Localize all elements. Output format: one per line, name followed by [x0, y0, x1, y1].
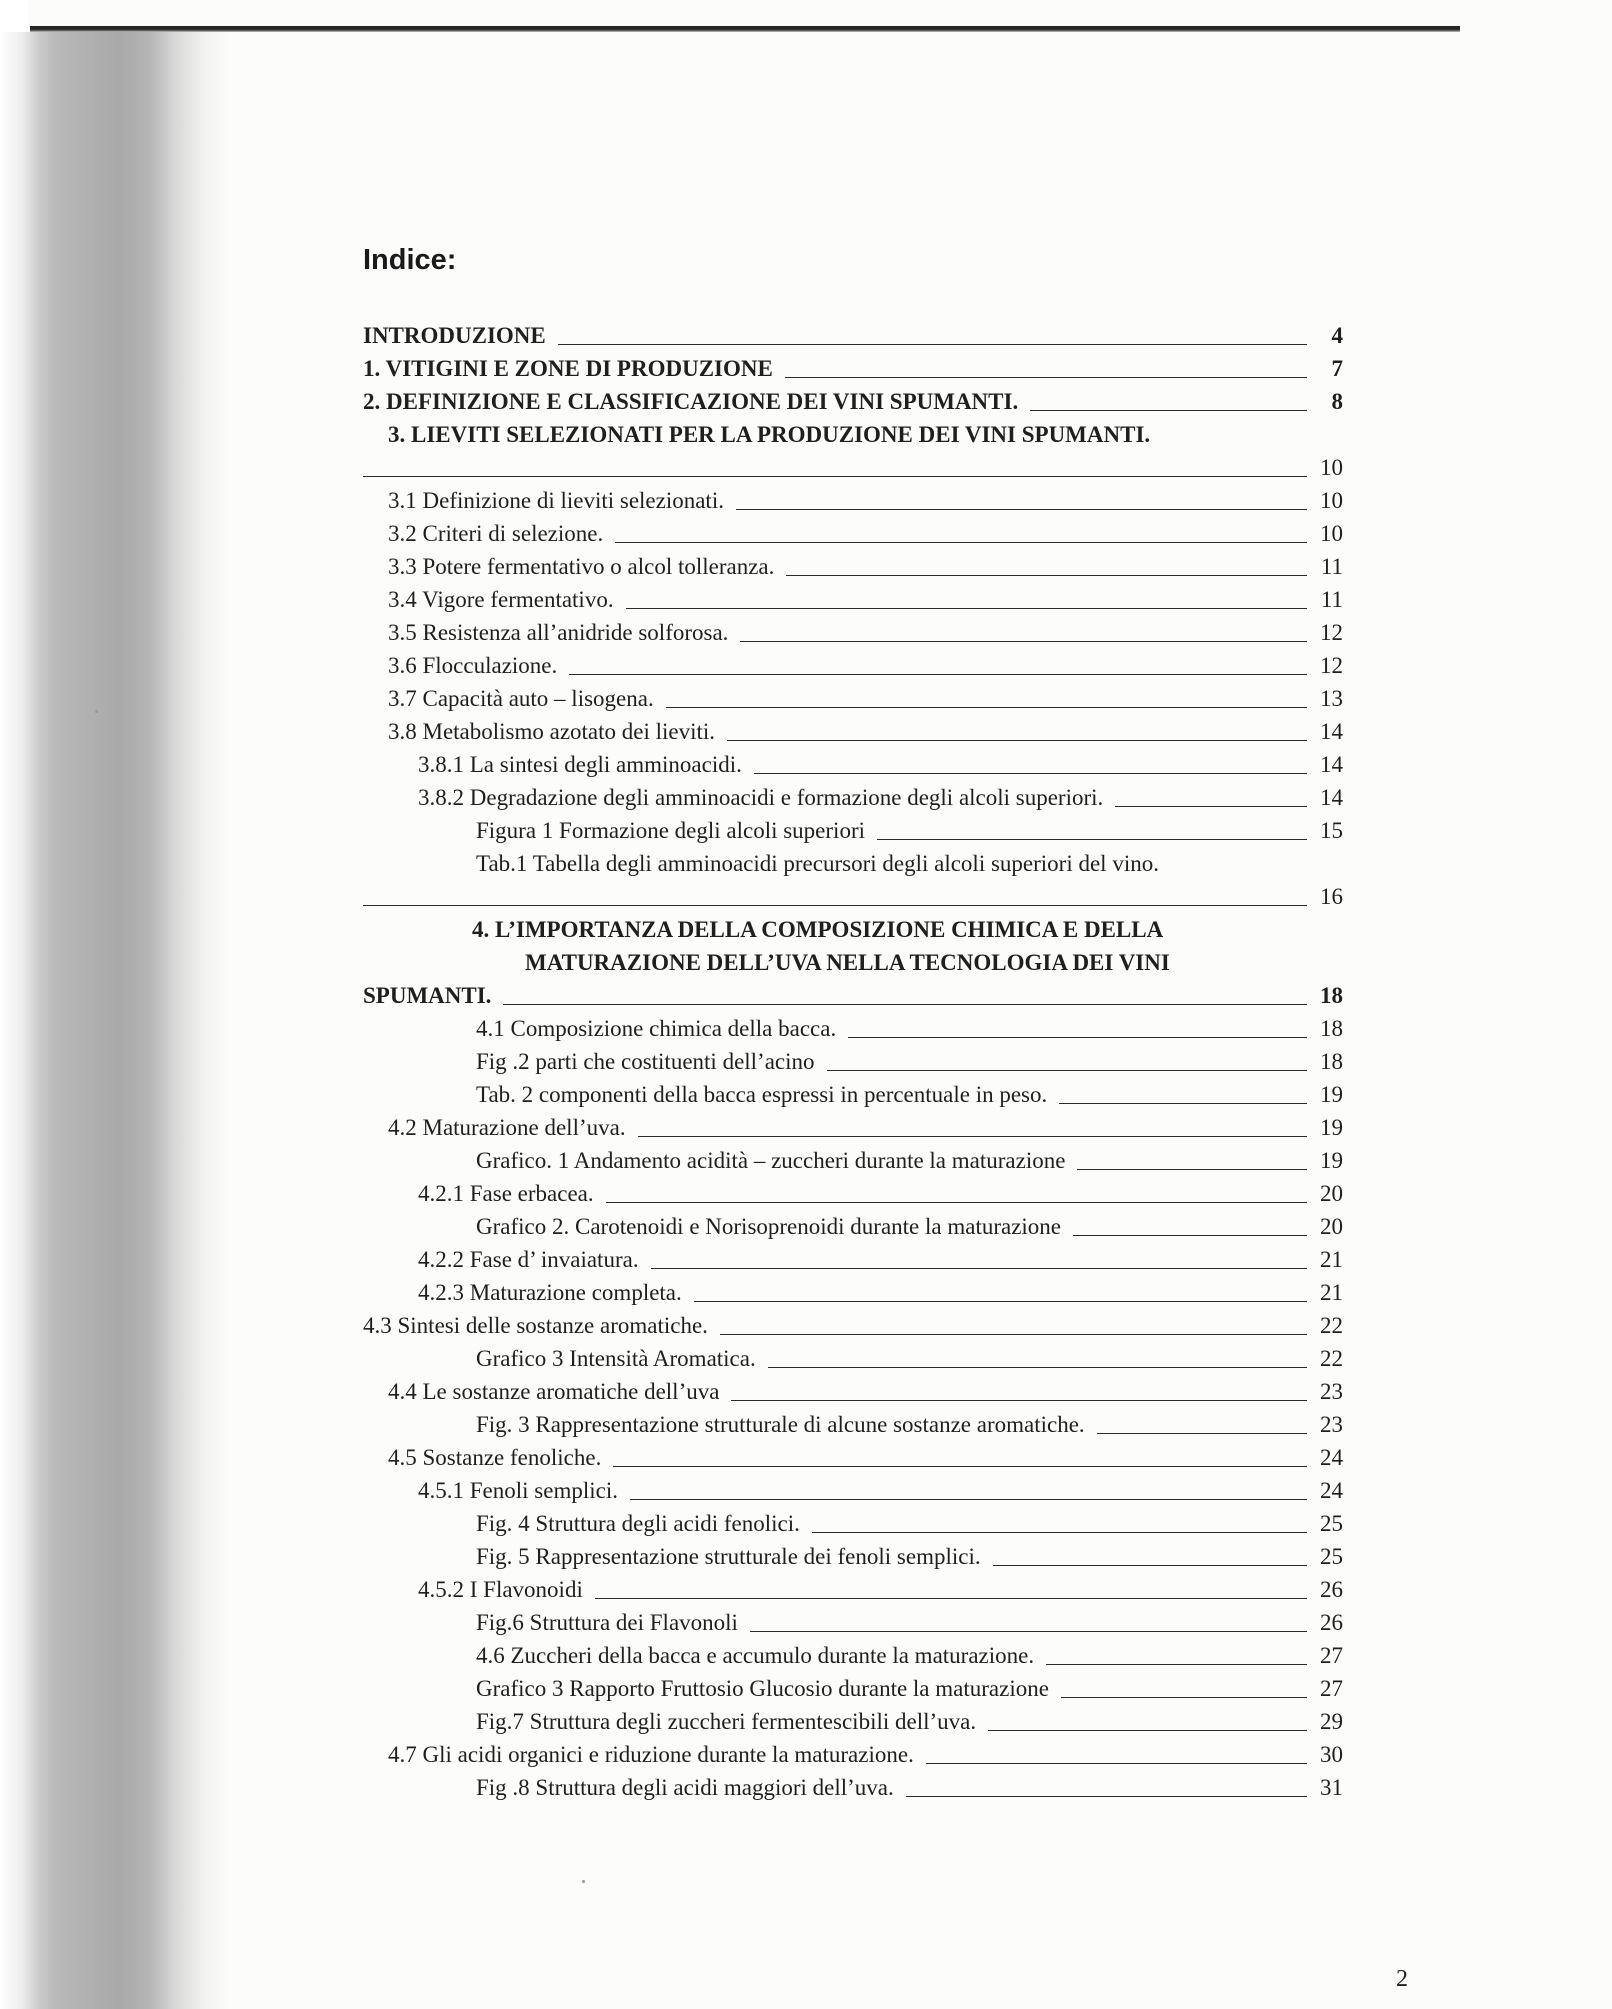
toc-entry-title: 4.2.2 Fase d’ invaiatura. — [418, 1247, 639, 1272]
toc-leader-line — [651, 1268, 1307, 1269]
toc-leader-line — [694, 1301, 1307, 1302]
toc-entry — [525, 947, 1343, 979]
toc-leader-line — [606, 1202, 1307, 1203]
toc-leader-line — [630, 1499, 1307, 1500]
toc-entry-title: Figura 1 Formazione degli alcoli superiori — [476, 818, 865, 843]
toc-entry — [388, 650, 1343, 682]
toc-entry-page: 14 — [1320, 785, 1343, 810]
page-number: 2 — [1396, 1966, 1408, 1992]
toc-entry — [476, 1211, 1343, 1243]
toc-entry — [363, 881, 1343, 913]
toc-entry — [388, 584, 1343, 616]
toc-entry — [476, 1607, 1343, 1639]
toc-entry-title: 4.7 Gli acidi organici e riduzione durante la maturazione. — [388, 1742, 914, 1767]
toc-entry-title: Fig.6 Struttura dei Flavonoli — [476, 1610, 738, 1635]
toc-leader-line — [558, 344, 1307, 345]
toc-leader-line — [1115, 806, 1307, 807]
toc-entry — [363, 980, 1343, 1012]
toc-entry — [476, 1673, 1343, 1705]
toc-entry-title: Grafico 3 Rapporto Fruttosio Glucosio durante la maturazione — [476, 1676, 1049, 1701]
toc-entry-title: 3.8.1 La sintesi degli amminoacidi. — [418, 752, 742, 777]
toc-entry — [388, 1376, 1343, 1408]
scan-speck — [95, 710, 98, 713]
toc-entry — [363, 386, 1343, 418]
toc-entry-page: 24 — [1320, 1478, 1343, 1503]
toc-entry — [476, 1706, 1343, 1738]
toc-leader-line — [740, 641, 1307, 642]
toc-entry-title: Fig.7 Struttura degli zuccheri fermentescibili dell’uva. — [476, 1709, 977, 1734]
toc-entry-page: 11 — [1320, 587, 1343, 612]
toc-entry-page: 18 — [1320, 1016, 1343, 1041]
toc-entry-page: 14 — [1320, 719, 1343, 744]
toc-entry-page: 22 — [1320, 1313, 1343, 1338]
toc-entry-title: 4.5.2 I Flavonoidi — [418, 1577, 583, 1602]
toc-entry-page: 15 — [1320, 818, 1343, 843]
toc-entry-page: 18 — [1320, 983, 1343, 1008]
toc-entry-title: 2. DEFINIZIONE E CLASSIFICAZIONE DEI VINI SPUMANTI. — [363, 389, 1019, 414]
toc-entry-title: 4.5 Sostanze fenoliche. — [388, 1445, 602, 1470]
toc-entry-title: Fig. 5 Rappresentazione strutturale dei fenoli semplici. — [476, 1544, 981, 1569]
toc-leader-line — [569, 674, 1307, 675]
toc-entry-page: 10 — [1320, 521, 1343, 546]
toc-entry-page: 25 — [1320, 1511, 1343, 1536]
toc-entry — [388, 1442, 1343, 1474]
toc-entry — [388, 617, 1343, 649]
toc-entry-page: 20 — [1320, 1181, 1343, 1206]
toc-leader-line — [988, 1730, 1307, 1731]
toc-leader-line — [626, 608, 1307, 609]
toc-entry — [388, 419, 1343, 451]
toc-entry-title: Tab. 2 componenti della bacca espressi in percentuale in peso. — [476, 1082, 1048, 1107]
toc-leader-line — [736, 509, 1307, 510]
toc-entry-page: 16 — [1320, 884, 1343, 909]
toc-entry-title: 4.2 Maturazione dell’uva. — [388, 1115, 626, 1140]
toc-entry-title: 4.5.1 Fenoli semplici. — [418, 1478, 618, 1503]
toc-entry-title: 3.2 Criteri di selezione. — [388, 521, 604, 546]
toc-entry-page: 11 — [1320, 554, 1343, 579]
toc-leader-line — [363, 905, 1307, 906]
toc-entry-title: Grafico 3 Intensità Aromatica. — [476, 1346, 756, 1371]
toc-leader-line — [812, 1532, 1307, 1533]
toc-entry-page: 21 — [1320, 1280, 1343, 1305]
toc-leader-line — [785, 377, 1307, 378]
toc-entry — [418, 1178, 1343, 1210]
toc-leader-line — [1097, 1433, 1307, 1434]
toc-leader-line — [731, 1400, 1307, 1401]
toc-entry — [388, 518, 1343, 550]
toc-entry-page: 26 — [1320, 1577, 1343, 1602]
toc-entry-page: 26 — [1320, 1610, 1343, 1635]
toc-entry-title: 4. L’IMPORTANZA DELLA COMPOSIZIONE CHIMICA E DELLA — [472, 917, 1164, 942]
toc-entry-page: 12 — [1320, 653, 1343, 678]
toc-entry — [388, 551, 1343, 583]
toc-entry — [363, 320, 1343, 352]
toc-entry — [388, 1112, 1343, 1144]
toc-entry — [476, 1343, 1343, 1375]
toc-entry-page: 18 — [1320, 1049, 1343, 1074]
toc-leader-line — [1061, 1697, 1307, 1698]
toc-entry-title: 4.2.1 Fase erbacea. — [418, 1181, 594, 1206]
toc-entry-title: 3.4 Vigore fermentativo. — [388, 587, 614, 612]
toc-leader-line — [754, 773, 1307, 774]
toc-entry-page: 10 — [1320, 455, 1343, 480]
toc-entry-title: 1. VITIGINI E ZONE DI PRODUZIONE — [363, 356, 773, 381]
toc-leader-line — [827, 1070, 1307, 1071]
toc-entry-page: 30 — [1320, 1742, 1343, 1767]
toc-leader-line — [727, 740, 1307, 741]
toc-entry-title: Fig. 4 Struttura degli acidi fenolici. — [476, 1511, 800, 1536]
toc-entry-page: 4 — [1331, 323, 1343, 348]
toc-entry-page: 23 — [1320, 1412, 1343, 1437]
toc-entry-page: 19 — [1320, 1115, 1343, 1140]
toc-entry — [363, 1310, 1343, 1342]
toc-entry-page: 23 — [1320, 1379, 1343, 1404]
toc-entry-page: 13 — [1320, 686, 1343, 711]
toc-entry — [476, 1772, 1343, 1804]
toc-entry — [476, 1013, 1343, 1045]
toc-entry — [418, 1244, 1343, 1276]
toc-leader-line — [1030, 410, 1307, 411]
toc-entry-title: 3.8.2 Degradazione degli amminoacidi e formazione degli alcoli superiori. — [418, 785, 1104, 810]
toc-entry — [476, 1640, 1343, 1672]
toc-leader-line — [666, 707, 1307, 708]
toc-entry — [476, 1145, 1343, 1177]
toc-leader-line — [720, 1334, 1307, 1335]
toc-leader-line — [750, 1631, 1307, 1632]
toc-entry-title: 4.3 Sintesi delle sostanze aromatiche. — [363, 1313, 708, 1338]
toc-leader-line — [638, 1136, 1307, 1137]
toc-entry — [476, 1046, 1343, 1078]
toc-entry-page: 29 — [1320, 1709, 1343, 1734]
toc-entry — [418, 1475, 1343, 1507]
toc-entry — [476, 1079, 1343, 1111]
toc-leader-line — [615, 542, 1307, 543]
toc-entry-title: Fig .2 parti che costituenti dell’acino — [476, 1049, 815, 1074]
toc-entry-page: 31 — [1320, 1775, 1343, 1800]
toc-entry — [388, 716, 1343, 748]
toc-entry-page: 12 — [1320, 620, 1343, 645]
toc-leader-line — [848, 1037, 1307, 1038]
toc-entry — [418, 749, 1343, 781]
toc-entry-title: Fig .8 Struttura degli acidi maggiori dell’uva. — [476, 1775, 894, 1800]
toc-entry-title: 3.5 Resistenza all’anidride solforosa. — [388, 620, 729, 645]
toc-leader-line — [363, 476, 1307, 477]
toc-entry-page: 22 — [1320, 1346, 1343, 1371]
toc-entry-page: 19 — [1320, 1082, 1343, 1107]
toc-leader-line — [768, 1367, 1307, 1368]
index-heading: Indice: — [363, 244, 457, 276]
toc-entry-title: 4.1 Composizione chimica della bacca. — [476, 1016, 837, 1041]
toc-entry — [363, 452, 1343, 484]
toc-entry — [476, 1508, 1343, 1540]
toc-leader-line — [786, 575, 1307, 576]
toc-entry-title: 4.4 Le sostanze aromatiche dell’uva — [388, 1379, 720, 1404]
toc-entry-title: 3.6 Flocculazione. — [388, 653, 558, 678]
toc-entry-title: SPUMANTI. — [363, 983, 492, 1008]
toc-entry-page: 27 — [1320, 1643, 1343, 1668]
toc-entry — [476, 1409, 1343, 1441]
toc-entry-title: 4.6 Zuccheri della bacca e accumulo durante la maturazione. — [476, 1643, 1035, 1668]
toc-entry-title: 3.8 Metabolismo azotato dei lieviti. — [388, 719, 716, 744]
toc-entry-title: INTRODUZIONE — [363, 323, 546, 348]
toc-leader-line — [1046, 1664, 1307, 1665]
toc-entry-page: 24 — [1320, 1445, 1343, 1470]
toc-entry-page: 21 — [1320, 1247, 1343, 1272]
toc-entry-title: MATURAZIONE DELL’UVA NELLA TECNOLOGIA DEI VINI — [525, 950, 1170, 975]
toc-entry — [388, 485, 1343, 517]
toc-entry-title: 3. LIEVITI SELEZIONATI PER LA PRODUZIONE DEI VINI SPUMANTI. — [388, 422, 1151, 447]
toc-entry — [418, 1277, 1343, 1309]
toc-leader-line — [877, 839, 1307, 840]
toc-leader-line — [1059, 1103, 1307, 1104]
toc-entry-title: Grafico 2. Carotenoidi e Norisoprenoidi durante la maturazione — [476, 1214, 1062, 1239]
toc-leader-line — [1077, 1169, 1307, 1170]
toc-leader-line — [595, 1598, 1307, 1599]
toc-leader-line — [906, 1796, 1307, 1797]
toc-entry-page: 8 — [1331, 389, 1343, 414]
toc-entry — [363, 353, 1343, 385]
toc-entry — [472, 914, 1343, 946]
toc-leader-line — [926, 1763, 1307, 1764]
toc-entry-page: 25 — [1320, 1544, 1343, 1569]
toc-entry-title: 4.2.3 Maturazione completa. — [418, 1280, 682, 1305]
toc-leader-line — [993, 1565, 1307, 1566]
toc-leader-line — [1073, 1235, 1307, 1236]
toc-entry-title: Grafico. 1 Andamento acidità – zuccheri durante la maturazione — [476, 1148, 1066, 1173]
toc-entry-title: 3.1 Definizione di lieviti selezionati. — [388, 488, 724, 513]
toc-entry-page: 7 — [1331, 356, 1343, 381]
toc-entry — [388, 683, 1343, 715]
toc-entry-page: 10 — [1320, 488, 1343, 513]
toc-entry — [418, 782, 1343, 814]
scan-speck — [582, 1880, 585, 1883]
toc-entry-page: 27 — [1320, 1676, 1343, 1701]
toc-entry — [476, 848, 1343, 880]
toc-entry — [476, 1541, 1343, 1573]
toc-entry-title: Fig. 3 Rappresentazione strutturale di alcune sostanze aromatiche. — [476, 1412, 1085, 1437]
toc-leader-line — [503, 1004, 1307, 1005]
toc-entry-title: Tab.1 Tabella degli amminoacidi precursori degli alcoli superiori del vino. — [476, 851, 1159, 876]
toc-entry — [418, 1574, 1343, 1606]
toc-entry-title: 3.3 Potere fermentativo o alcol tolleranza. — [388, 554, 775, 579]
toc-entry-page: 19 — [1320, 1148, 1343, 1173]
toc-leader-line — [613, 1466, 1307, 1467]
toc-entry-title: 3.7 Capacità auto – lisogena. — [388, 686, 654, 711]
toc-entry — [388, 1739, 1343, 1771]
toc-entry-page: 14 — [1320, 752, 1343, 777]
toc-entry — [476, 815, 1343, 847]
toc-entry-page: 20 — [1320, 1214, 1343, 1239]
